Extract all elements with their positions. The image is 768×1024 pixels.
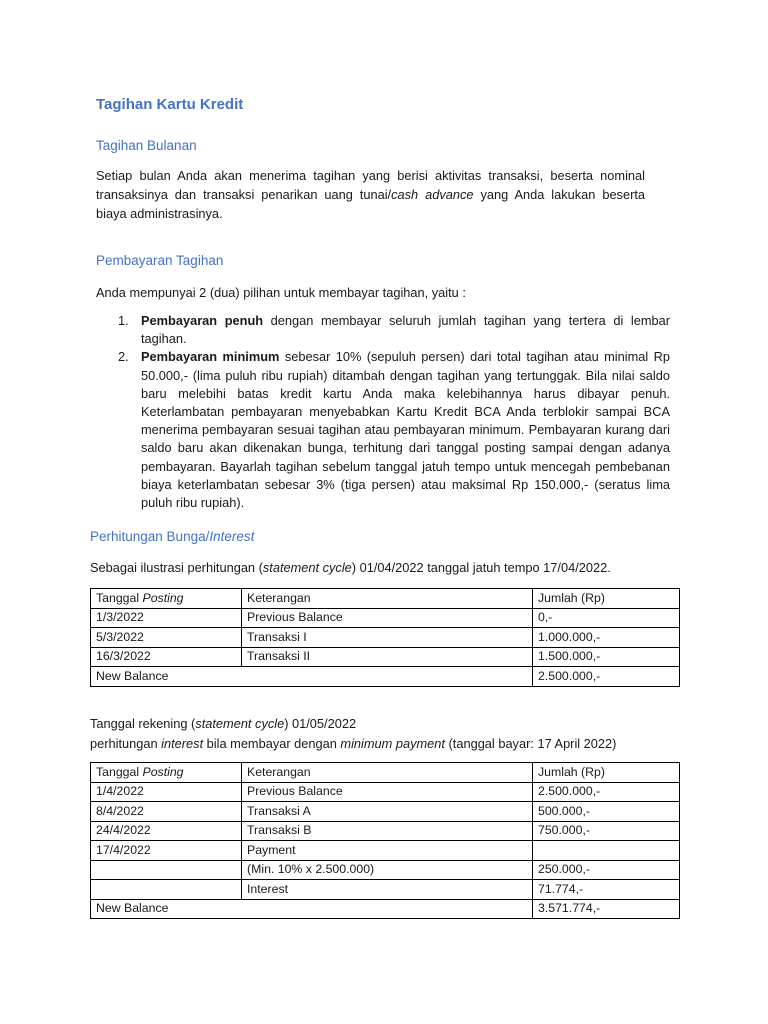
note-text: ) 01/04/2022 tanggal jatuh tempo 17/04/2022. (351, 560, 611, 575)
header-amount: Jumlah (Rp) (533, 763, 680, 783)
cell-amount: 0,- (533, 608, 680, 628)
heading-tagihan-bulanan: Tagihan Bulanan (96, 138, 197, 153)
table-row (91, 628, 680, 648)
cell-desc: Transaksi II (242, 647, 533, 667)
note-italic-term: statement cycle (262, 560, 352, 575)
list-item-text: dengan membayar seluruh jumlah tagihan yang tertera di lembar tagihan. (141, 313, 670, 347)
cell-desc: Transaksi A (242, 802, 533, 822)
document-title: Tagihan Kartu Kredit (96, 96, 244, 113)
cell-new-balance-amount: 3.571.774,- (533, 899, 680, 919)
cell-new-balance-label: New Balance (91, 899, 533, 919)
note-text: (tanggal bayar: 17 April 2022) (444, 736, 617, 751)
table-row (91, 608, 680, 628)
cell-desc: Previous Balance (242, 782, 533, 802)
payment-intro: Anda mempunyai 2 (dua) pilihan untuk membayar tagihan, yaitu : (96, 285, 466, 300)
cell-desc: Payment (242, 841, 533, 861)
list-item-title: Pembayaran penuh (141, 313, 264, 328)
payment-options-list (118, 312, 670, 512)
cell-date: 1/3/2022 (91, 608, 242, 628)
header-italic-text: Posting (142, 764, 184, 779)
cell-date: 5/3/2022 (91, 628, 242, 648)
heading-pembayaran-tagihan: Pembayaran Tagihan (96, 253, 224, 268)
cell-desc: Transaksi B (242, 821, 533, 841)
cell-date: 8/4/2022 (91, 802, 242, 822)
cell-amount (533, 841, 680, 861)
cell-new-balance-amount: 2.500.000,- (533, 667, 680, 687)
statement-table-2 (90, 762, 680, 919)
table-row (91, 647, 680, 667)
table-row (91, 802, 680, 822)
table-row (91, 860, 680, 880)
statement-cycle-note (90, 714, 356, 733)
header-date (91, 589, 242, 609)
heading-text: Perhitungan Bunga/ (90, 529, 210, 544)
heading-perhitungan-bunga (90, 529, 254, 544)
cell-date: 24/4/2022 (91, 821, 242, 841)
cell-date: 1/4/2022 (91, 782, 242, 802)
note-text: bila membayar dengan (203, 736, 341, 751)
cell-date (91, 860, 242, 880)
note-text: perhitungan (90, 736, 162, 751)
statement-table-1 (90, 588, 680, 687)
header-italic-text: Posting (142, 590, 184, 605)
paragraph-text: Setiap bulan Anda akan menerima tagihan yang berisi aktivitas transaksi, beserta nominal transaksinya dan transaksi penarikan uang tunai/ (96, 168, 645, 202)
cell-amount: 1.000.000,- (533, 628, 680, 648)
note-text: Sebagai ilustrasi perhitungan ( (90, 560, 263, 575)
header-amount: Jumlah (Rp) (533, 589, 680, 609)
paragraph-text: yang Anda lakukan beserta biaya administrasinya. (96, 187, 646, 221)
table-row (91, 880, 680, 900)
header-desc: Keterangan (242, 589, 533, 609)
cell-amount: 250.000,- (533, 860, 680, 880)
paragraph-italic-term: cash advance (391, 187, 474, 202)
cell-amount: 500.000,- (533, 802, 680, 822)
cell-amount: 750.000,- (533, 821, 680, 841)
list-number: 1. (118, 313, 129, 328)
cell-date: 16/3/2022 (91, 647, 242, 667)
interest-calc-note (90, 734, 616, 753)
cell-amount: 71.774,- (533, 880, 680, 900)
list-item-title: Pembayaran minimum (141, 349, 280, 365)
table-footer-row (91, 899, 680, 919)
note-italic-term: interest (161, 736, 204, 751)
cell-new-balance-label: New Balance (91, 667, 533, 687)
table-row (91, 841, 680, 861)
cell-date: 17/4/2022 (91, 841, 242, 861)
cell-amount: 2.500.000,- (533, 782, 680, 802)
cell-desc: Interest (242, 880, 533, 900)
list-item (118, 312, 670, 348)
header-text: Tanggal (96, 764, 143, 779)
note-italic-term: statement cycle (195, 716, 285, 731)
table-row (91, 821, 680, 841)
cell-date (91, 880, 242, 900)
table-footer-row (91, 667, 680, 687)
note-italic-term: minimum payment (340, 736, 445, 751)
cell-desc: Previous Balance (242, 608, 533, 628)
paragraph-tagihan-bulanan (96, 166, 645, 223)
header-desc: Keterangan (242, 763, 533, 783)
list-item-text: sebesar 10% (sepuluh persen) dari total tagihan atau minimal Rp 50.000,- (lima puluh ribu rupiah) ditambah dengan tagihan yang tertunggak. Bila nilai saldo baru melebihi batas kredit kartu Anda maka kelebihannya harus dibayar penuh. Keterlambatan pembayaran menyebabkan Kartu Kredit BCA Anda terblokir sampai BCA menerima pembayaran sesuai tagihan atau pembayaran minimum. Pembayaran kurang dari saldo baru akan dikenakan bunga, terhitung dari tanggal posting sampai dengan adanya pembayaran. Bayarlah tagihan sebelum tanggal jatuh tempo untuk mencegah pembebanan biaya keterlambatan sebesar 3% (tiga persen) atau maksimal Rp 150.000,- (seratus lima puluh ribu rupiah). (141, 349, 670, 511)
cell-amount: 1.500.000,- (533, 647, 680, 667)
cell-desc: (Min. 10% x 2.500.000) (242, 860, 533, 880)
list-number: 2. (118, 349, 129, 365)
note-text: ) 01/05/2022 (284, 716, 357, 731)
table-row (91, 782, 680, 802)
header-date (91, 763, 242, 783)
table-header-row (91, 763, 680, 783)
heading-italic-text: Interest (209, 529, 255, 544)
header-text: Tanggal (96, 590, 143, 605)
note-text: Tanggal rekening ( (90, 716, 196, 731)
list-item (118, 348, 670, 512)
cell-desc: Transaksi I (242, 628, 533, 648)
table-header-row (91, 589, 680, 609)
illustration-note (90, 558, 611, 577)
